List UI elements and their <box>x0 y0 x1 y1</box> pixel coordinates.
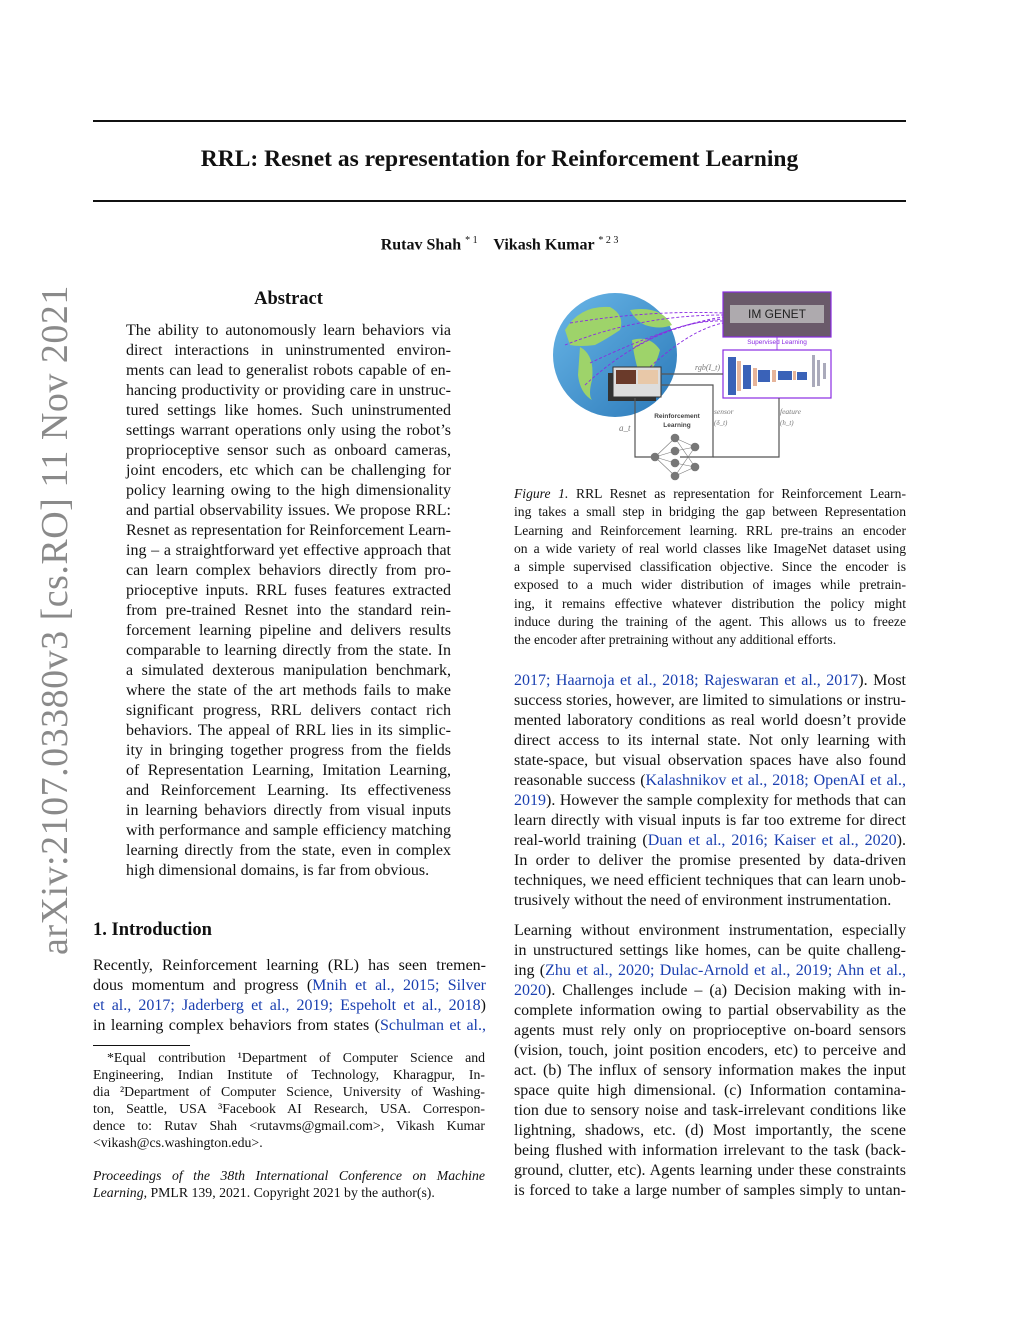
text-segment: ing – a straightforward yet effective approach that <box>126 542 451 559</box>
text-segment: ments can lead to generalist robots capable of en- <box>126 362 451 379</box>
text-line <box>514 595 906 613</box>
text-segment: act. (b) The influx of sensory information makes the input <box>514 1062 906 1079</box>
text-line <box>93 1117 485 1134</box>
text-line <box>514 891 906 911</box>
text-line <box>514 711 906 731</box>
text-line <box>514 558 906 576</box>
abstract-heading: Abstract <box>254 289 323 309</box>
text-line <box>514 691 906 711</box>
text-line <box>514 1061 906 1081</box>
text-line <box>93 956 486 976</box>
text-segment: tion due to sensory noise and task-irrelevant conditions like <box>514 1102 906 1119</box>
text-line <box>514 771 906 791</box>
text-segment: success stories, however, are limited to simulations or instru- <box>514 692 906 709</box>
text-segment: with performance and sample efficiency matching <box>126 822 451 839</box>
text-segment: Learning and Reinforcement learning. RRL pre-trains an encoder <box>514 522 906 538</box>
text-segment: hancing productivity or providing care in unstruc- <box>126 382 451 399</box>
text-segment: is forced to take a large number of samples simply to untan- <box>514 1182 906 1199</box>
rl-label: Learning <box>663 422 691 429</box>
text-line <box>126 461 451 481</box>
text-line <box>514 981 906 1001</box>
author-list <box>93 235 906 254</box>
text-line <box>514 1041 906 1061</box>
text-line <box>514 1181 906 1201</box>
text-line <box>126 841 451 861</box>
author-affiliation: * 1 <box>465 235 478 246</box>
action-label: a_t <box>619 423 631 433</box>
citation-link[interactable]: et al., 2017; Jaderberg et al., 2019; Espeholt et al., 2018 <box>93 997 481 1014</box>
text-segment: complete information owing to partial observability as the <box>514 1002 906 1019</box>
text-segment: ing ( <box>514 962 546 979</box>
text-line <box>93 1016 486 1036</box>
introduction-heading: 1. Introduction <box>93 920 212 940</box>
footnote-rule <box>93 1045 190 1046</box>
text-segment: real-world training ( <box>514 832 648 849</box>
text-segment: dia ²Department of Computer Science, University of Washing- <box>93 1084 485 1099</box>
text-segment: Engineering, Indian Institute of Technology, Kharagpur, In- <box>93 1067 485 1082</box>
text-segment: reasonable success ( <box>514 772 646 789</box>
text-line <box>514 791 906 811</box>
citation-link[interactable]: Mnih et al., 2015; Silver <box>312 977 486 994</box>
text-line <box>514 485 906 503</box>
text-line <box>126 781 451 801</box>
text-segment: joint encoders, etc which can be challenging for <box>126 462 451 479</box>
text-segment: direct access to its internal state. Not only learning with <box>514 732 906 749</box>
text-segment: in learning behaviors directly from visual inputs <box>126 802 451 819</box>
text-segment: and Reinforcement Learning. Its effectiveness <box>126 782 451 799</box>
imagenet-image <box>723 292 831 337</box>
text-segment: ing, it remains effective whatever distribution the policy might <box>514 595 906 611</box>
robot-images <box>608 367 661 401</box>
text-segment: in unstructured settings like homes, can be quite challeng- <box>514 942 906 959</box>
text-line <box>126 441 451 461</box>
text-line <box>514 1001 906 1021</box>
text-line <box>514 851 906 871</box>
text-segment: direct interactions in uninstrumented environ- <box>126 342 451 359</box>
feature-symbol: (h_t) <box>780 419 794 427</box>
sensor-label: sensor <box>714 407 734 416</box>
text-line <box>514 941 906 961</box>
rl-label: Reinforcement <box>654 413 700 420</box>
text-segment: prioceptive inputs. RRL fuses features extracted <box>126 582 451 599</box>
text-segment: ). However the sample complexity for methods that can <box>546 792 906 809</box>
text-line <box>93 1100 485 1117</box>
abstract-body <box>126 321 451 881</box>
text-segment: significant progress, RRL delivers contact rich <box>126 702 451 719</box>
text-line <box>514 1121 906 1141</box>
text-line <box>93 1184 485 1201</box>
text-line <box>93 1167 485 1184</box>
author-affiliation: * 2 3 <box>598 235 619 246</box>
text-line <box>514 613 906 631</box>
paper-title: RRL: Resnet as representation for Reinforcement Learning <box>200 146 799 172</box>
text-segment: comparable to learning directly from the state. In <box>126 642 451 659</box>
text-line <box>126 481 451 501</box>
text-segment: Resnet as representation for Reinforcement Learn- <box>126 522 451 539</box>
text-line <box>514 1141 906 1161</box>
introduction-body <box>93 956 486 1036</box>
text-segment: dous momentum and progress ( <box>93 977 313 994</box>
text-segment: ) <box>480 997 486 1014</box>
body-paragraph <box>514 921 906 1201</box>
text-line <box>126 741 451 761</box>
text-line <box>126 861 451 881</box>
text-line <box>126 641 451 661</box>
text-line <box>126 321 451 341</box>
caption-label: Figure 1. <box>514 486 569 501</box>
text-segment: learning directly from the state, even in complex <box>126 842 451 859</box>
text-line <box>514 1101 906 1121</box>
figure-1-diagram <box>550 285 840 485</box>
title-bottom-rule <box>93 200 906 202</box>
text-segment: RRL Resnet as representation for Reinforcement Learn- <box>576 486 906 501</box>
author-name: Vikash Kumar <box>493 236 595 254</box>
text-line <box>514 671 906 691</box>
text-line <box>126 561 451 581</box>
text-segment: learn directly with visual inputs is far too extreme for direct <box>514 812 906 829</box>
text-segment: can learn complex behaviors directly from pro- <box>126 562 451 579</box>
text-segment: The ability to autonomously learn behaviors via <box>126 322 451 339</box>
text-segment: and partial observability issues. We propose RRL: <box>126 502 451 519</box>
text-line <box>126 621 451 641</box>
text-line <box>514 1021 906 1041</box>
citation-link[interactable]: Schulman et al., <box>379 1017 486 1034</box>
feature-label: feature <box>780 407 801 416</box>
text-segment: agents must rely only on proprioceptive on-board sensors <box>514 1022 906 1039</box>
text-line <box>126 541 451 561</box>
text-segment: (vision, touch, joint position encoders, etc) to perceive and <box>514 1042 906 1059</box>
text-line <box>514 871 906 891</box>
text-segment: exposed to a much wider distribution of images while pretrain- <box>514 577 906 593</box>
text-line <box>514 1161 906 1181</box>
text-line <box>126 581 451 601</box>
text-segment: ). Challenges include – (a) Decision making with in- <box>546 982 906 999</box>
rgb-label: rgb(I_t) <box>695 363 721 372</box>
text-segment: the encoder after pretraining without any additional efforts. <box>514 632 837 648</box>
text-line <box>126 501 451 521</box>
text-line <box>514 961 906 981</box>
text-line <box>514 576 906 594</box>
text-segment: mented laboratory conditions as real world doesn’t provide <box>514 712 906 729</box>
text-segment: lightning, shadows, etc. (d) Most importantly, the scene <box>514 1122 906 1139</box>
text-line <box>93 1134 485 1151</box>
top-rule <box>93 120 906 122</box>
text-segment: Recently, Reinforcement learning (RL) has seen tremen- <box>93 957 486 974</box>
figure-caption <box>514 485 906 650</box>
text-segment: ton, Seattle, USA ³Facebook AI Research, USA. Correspon- <box>93 1101 485 1116</box>
text-segment: from pre-trained Resnet into the standard rein- <box>126 602 451 619</box>
text-line <box>126 381 451 401</box>
text-line <box>126 821 451 841</box>
text-segment: space quite high dimensional. (c) Information contamina- <box>514 1082 906 1099</box>
text-segment: Learning without environment instrumentation, especially <box>514 922 906 939</box>
text-segment: forcement learning pipeline and delivers results <box>126 622 451 639</box>
citation-link[interactable]: 2017; Haarnoja et al., 2018; Rajeswaran et al., 2017 <box>514 672 859 689</box>
text-line <box>126 721 451 741</box>
citation-link[interactable]: Kalashnikov et al., 2018; OpenAI et al., <box>645 772 907 789</box>
text-line <box>514 831 906 851</box>
text-line <box>126 681 451 701</box>
author-name: Rutav Shah <box>380 236 462 254</box>
text-line <box>93 1066 485 1083</box>
proceedings-text: Proceedings of the 38th International Conference on Machine <box>93 1168 485 1183</box>
text-line <box>514 921 906 941</box>
text-line <box>514 751 906 771</box>
text-line <box>514 731 906 751</box>
text-segment: trusively without the need of environment instrumentation. <box>514 892 892 909</box>
text-line <box>93 1049 485 1066</box>
text-segment: settings warrant operations only using the robot’s <box>126 422 451 439</box>
text-segment: on a wide variety of real world classes like ImageNet dataset using <box>514 540 906 556</box>
text-line <box>514 540 906 558</box>
text-line <box>93 976 486 996</box>
proceedings-text: Learning <box>93 1185 144 1200</box>
text-line <box>514 811 906 831</box>
text-line <box>126 661 451 681</box>
text-segment: of Representation Learning, Imitation Learning, <box>126 762 451 779</box>
text-segment: ). Most <box>858 672 906 689</box>
text-segment: techniques, we need efficient techniques that can learn unob- <box>514 872 906 889</box>
resnet-encoder <box>723 350 831 398</box>
text-segment: in learning complex behaviors from states ( <box>93 1017 380 1034</box>
text-segment: state-space, but visual observation spaces have also found <box>514 752 906 769</box>
citation-link[interactable]: Zhu et al., 2020; Dulac-Arnold et al., 2019; Ahn et al., <box>545 962 906 979</box>
text-segment: <vikash@cs.washington.edu>. <box>93 1135 263 1150</box>
supervised-learning-label: Supervised Learning <box>747 339 807 346</box>
text-segment: a simple supervised classification objective. Since the encoder is <box>514 559 906 575</box>
text-line <box>126 341 451 361</box>
text-segment: behaviors. The appeal of RRL lies in its simplic- <box>126 722 451 739</box>
text-segment: *Equal contribution ¹Department of Computer Science and <box>107 1050 485 1065</box>
imagenet-label: IM GENET <box>747 307 807 321</box>
text-segment: tured settings like homes. Such uninstrumented <box>126 402 451 419</box>
text-segment: ). <box>896 832 906 849</box>
text-segment: In order to deliver the promise presented by data-driven <box>514 852 906 869</box>
text-line <box>126 601 451 621</box>
proceedings-note <box>93 1167 485 1201</box>
text-segment: dence to: Rutav Shah <rutavms@gmail.com>, Vikash Kumar <box>93 1118 485 1133</box>
text-segment: induce during the training of the agent. This allows us to freeze <box>514 614 906 630</box>
text-line <box>126 521 451 541</box>
text-line <box>93 996 486 1016</box>
text-line <box>126 401 451 421</box>
text-line <box>93 1083 485 1100</box>
text-line <box>514 1081 906 1101</box>
text-segment: proprioceptive sensor such as onboard cameras, <box>126 442 451 459</box>
text-segment: ground, clutter, etc). Agents learning under these constraints <box>514 1162 906 1179</box>
arxiv-identifier: arXiv:2107.03380v3 [cs.RO] 11 Nov 2021 <box>34 285 76 955</box>
text-segment: policy learning owing to the high dimensionality <box>126 482 451 499</box>
text-line <box>514 503 906 521</box>
text-segment: ity in bringing together progress from the fields <box>126 742 451 759</box>
text-segment: where the state of the art methods fails to make <box>126 682 451 699</box>
text-line <box>514 631 906 649</box>
sensor-symbol: (δ_t) <box>714 419 728 427</box>
text-line <box>514 522 906 540</box>
body-paragraph <box>514 671 906 911</box>
text-line <box>126 801 451 821</box>
text-line <box>126 421 451 441</box>
text-segment: being flushed with information irrelevant to the task (back- <box>514 1142 906 1159</box>
proceedings-text: , PMLR 139, 2021. Copyright 2021 by the author(s). <box>143 1185 435 1200</box>
text-line <box>126 361 451 381</box>
text-line <box>126 761 451 781</box>
citation-link[interactable]: Duan et al., 2016; Kaiser et al., 2020 <box>647 832 897 849</box>
citation-link[interactable]: 2020 <box>514 982 546 999</box>
text-segment: a simulated dexterous manipulation benchmark, <box>126 662 451 679</box>
footnote <box>93 1049 485 1151</box>
citation-link[interactable]: 2019 <box>514 792 546 809</box>
text-segment: high dimensional domains, is far from obvious. <box>126 862 430 879</box>
text-line <box>126 701 451 721</box>
text-segment: ing takes a small step in bridging the gap between Representation <box>514 504 906 520</box>
